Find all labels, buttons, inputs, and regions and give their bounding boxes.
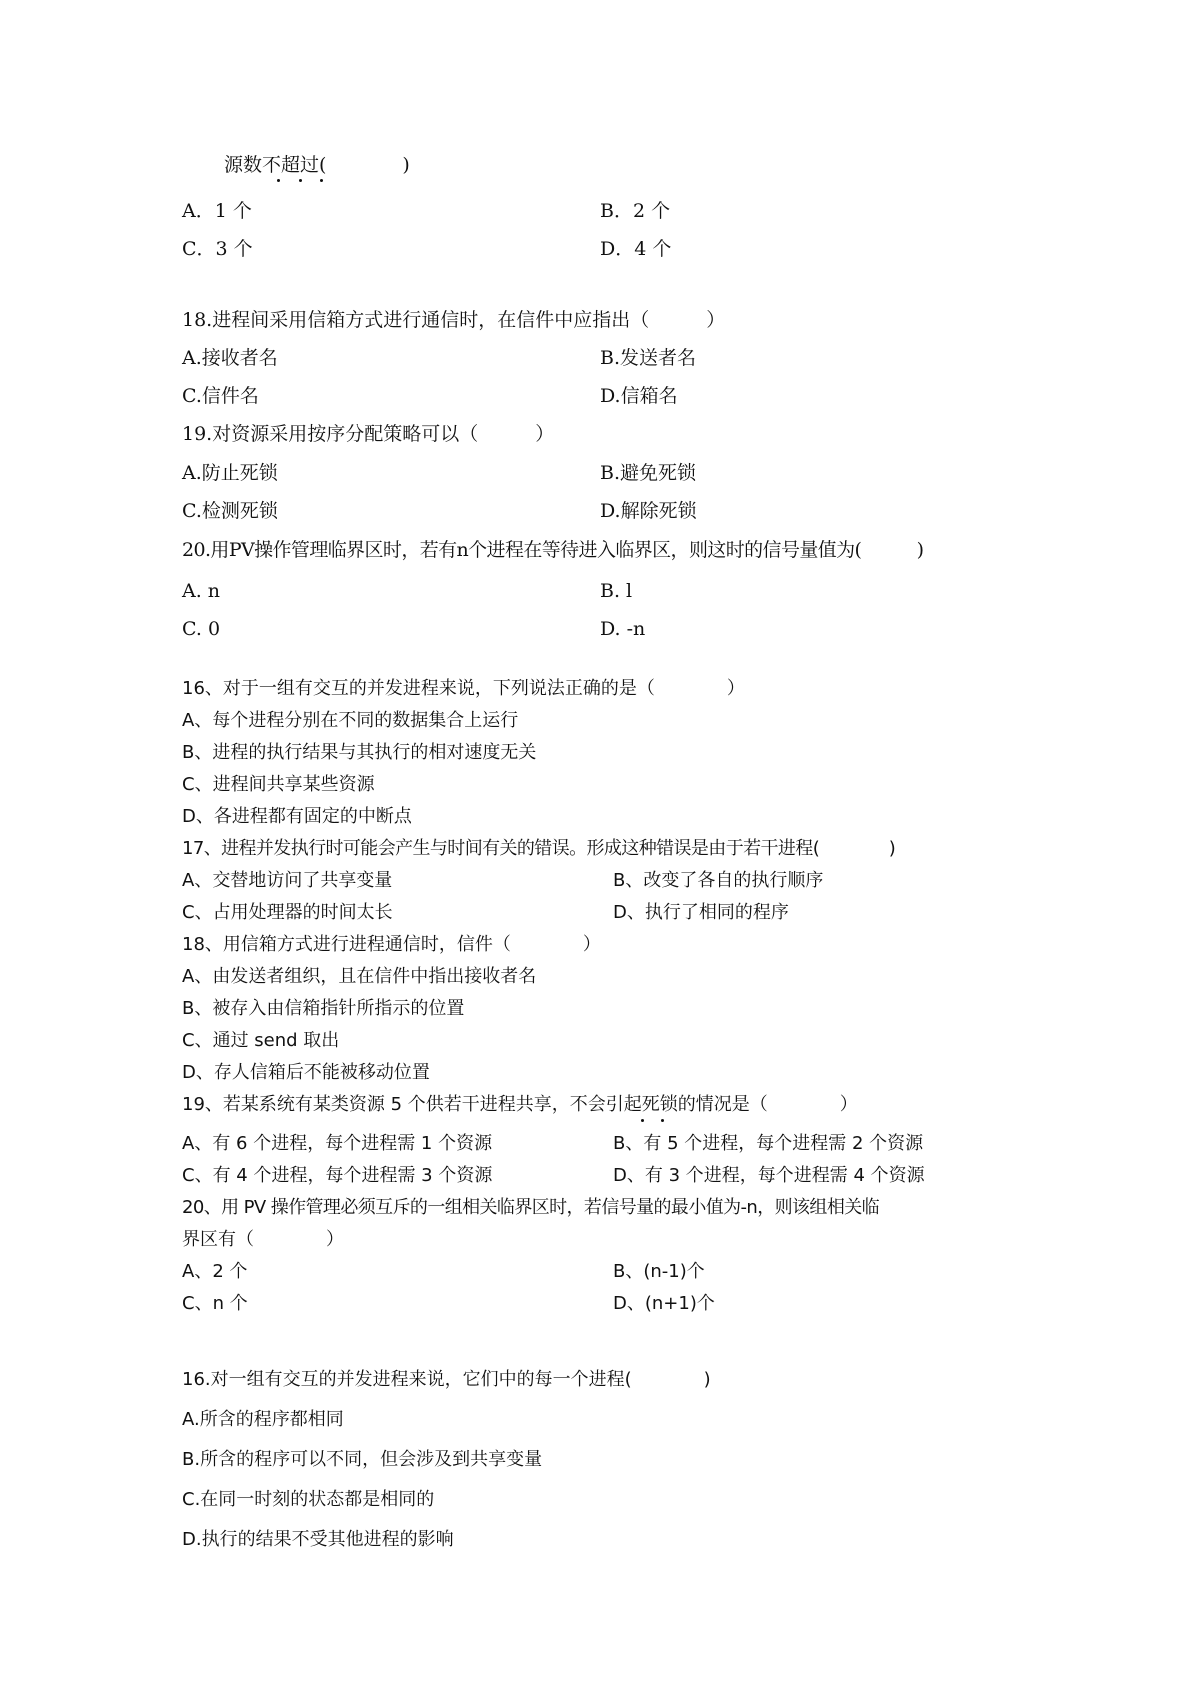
- option-a: A、由发送者组织，且在信件中指出接收者名: [182, 966, 537, 987]
- option-a: A．1 个: [182, 200, 252, 222]
- option-b: B、有 5 个进程，每个进程需 2 个资源: [613, 1133, 924, 1154]
- option-c: C、通过 send 取出: [182, 1030, 340, 1051]
- option-d: D、各进程都有固定的中断点: [182, 806, 412, 827]
- question-19: 19.对资源采用按序分配策略可以（ ）: [182, 423, 555, 445]
- option-a: A、交替地访问了共享变量: [182, 870, 393, 891]
- option-d: D. -n: [600, 618, 646, 640]
- option-b: B．2 个: [600, 200, 671, 222]
- emphasis-dot: [661, 1119, 664, 1122]
- option-d: D．4 个: [600, 238, 672, 260]
- option-c: C、n 个: [182, 1293, 248, 1314]
- option-b: B.避免死锁: [600, 462, 697, 484]
- question-17: 17、进程并发执行时可能会产生与时间有关的错误。形成这种错误是由于若干进程( ): [182, 838, 896, 859]
- option-d: D、执行了相同的程序: [613, 902, 789, 923]
- option-d: D、(n+1)个: [613, 1293, 715, 1314]
- question-20: 20.用PV操作管理临界区时，若有n个进程在等待进入临界区，则这时的信号量值为( ): [182, 539, 924, 561]
- option-c: C.信件名: [182, 385, 259, 407]
- option-c: C.检测死锁: [182, 500, 278, 522]
- option-d: D.信箱名: [600, 385, 678, 407]
- question-16: 16、对于一组有交互的并发进程来说，下列说法正确的是（ ）: [182, 678, 745, 699]
- option-b: B、(n-1)个: [613, 1261, 705, 1282]
- option-c: C. 0: [182, 618, 221, 640]
- option-a: A、有 6 个进程，每个进程需 1 个资源: [182, 1133, 493, 1154]
- option-b: B、进程的执行结果与其执行的相对速度无关: [182, 742, 537, 763]
- option-d: D、存人信箱后不能被移动位置: [182, 1062, 430, 1083]
- question-17-continuation: 源数不超过( ): [224, 154, 410, 176]
- option-a: A、每个进程分别在不同的数据集合上运行: [182, 710, 519, 731]
- option-b: B.所含的程序可以不同，但会涉及到共享变量: [182, 1449, 543, 1470]
- option-c: C．3 个: [182, 238, 253, 260]
- question-18: 18.进程间采用信箱方式进行通信时，在信件中应指出（ ）: [182, 309, 726, 331]
- option-a: A、2 个: [182, 1261, 248, 1282]
- option-b: B、被存入由信箱指针所指示的位置: [182, 998, 465, 1019]
- option-a: A.所含的程序都相同: [182, 1409, 344, 1430]
- option-c: C.在同一时刻的状态都是相同的: [182, 1489, 435, 1510]
- emphasis-dot: [299, 179, 302, 182]
- emphasis-dot: [320, 179, 323, 182]
- option-d: D、有 3 个进程，每个进程需 4 个资源: [613, 1165, 925, 1186]
- option-a: A.防止死锁: [182, 462, 278, 484]
- option-b: B、改变了各自的执行顺序: [613, 870, 824, 891]
- option-d: D.执行的结果不受其他进程的影响: [182, 1529, 454, 1550]
- question-19: 19、若某系统有某类资源 5 个供若干进程共享，不会引起死锁的情况是（ ）: [182, 1094, 858, 1115]
- option-d: D.解除死锁: [600, 500, 697, 522]
- option-c: C、有 4 个进程，每个进程需 3 个资源: [182, 1165, 493, 1186]
- option-a: A.接收者名: [182, 347, 278, 369]
- option-c: C、占用处理器的时间太长: [182, 902, 393, 923]
- option-c: C、进程间共享某些资源: [182, 774, 375, 795]
- emphasis-dot: [277, 179, 280, 182]
- option-a: A. n: [182, 580, 221, 602]
- option-b: B. l: [600, 580, 633, 602]
- question-20: 20、用 PV 操作管理必须互斥的一组相关临界区时，若信号量的最小值为-n，则该组相关临: [182, 1197, 880, 1218]
- emphasis-dot: [641, 1119, 644, 1122]
- question-20-line-2: 界区有（ ）: [182, 1229, 344, 1250]
- option-b: B.发送者名: [600, 347, 697, 369]
- question-16: 16.对一组有交互的并发进程来说，它们中的每一个进程( ): [182, 1369, 711, 1390]
- question-18: 18、用信箱方式进行进程通信时，信件（ ）: [182, 934, 601, 955]
